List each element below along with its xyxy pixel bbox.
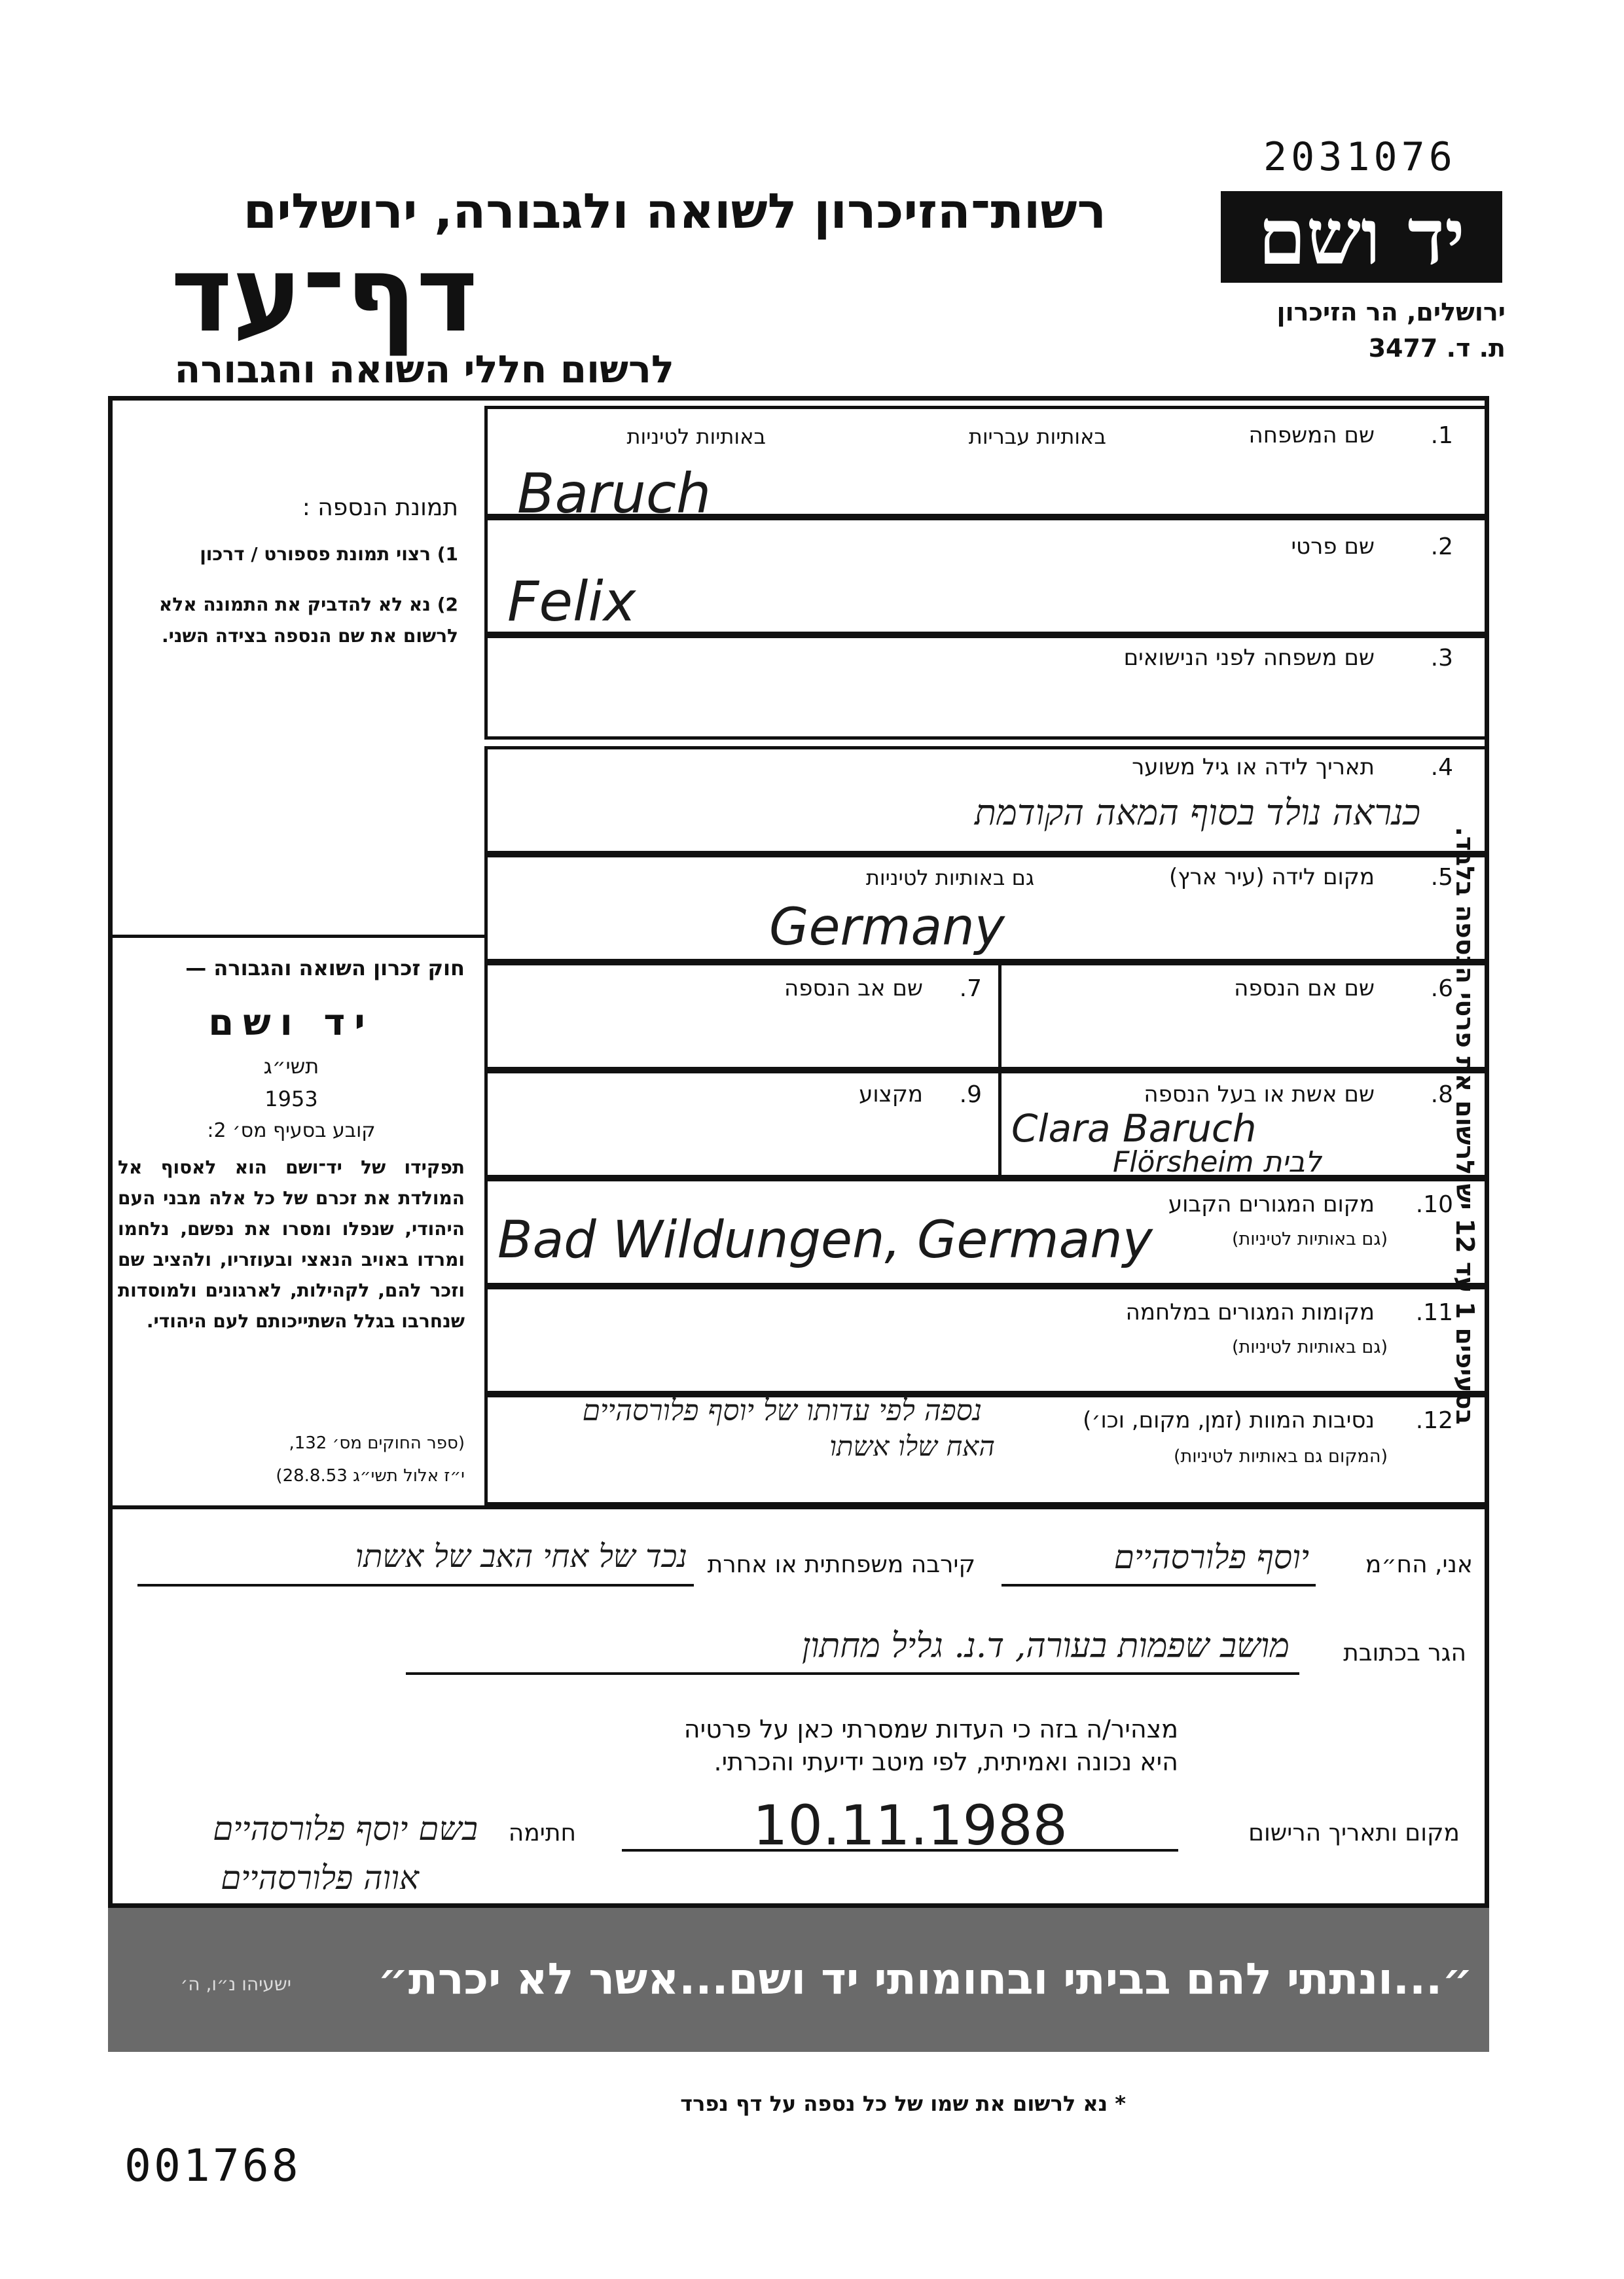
field-10-number: 10. [1415, 1191, 1453, 1218]
law-reference-1: (ספר החוקים מס׳ 132, [289, 1433, 465, 1453]
field-8-number: 8. [1430, 1081, 1453, 1108]
row-8-9-divider [998, 1070, 1001, 1178]
field-9-number: 9. [959, 1081, 982, 1108]
address-value: מושב שפמות בעורה, ד.נ. גליל מחתון [801, 1626, 1290, 1666]
row-6-7-divider [998, 962, 1001, 1070]
serial-number-bottom: 001768 [124, 2140, 301, 2192]
field-2-value: Felix [507, 569, 636, 634]
field-11-label: מקומות המגורים במלחמה [1125, 1299, 1375, 1325]
relation-label: קירבה משפחתית או אחרת [707, 1551, 975, 1578]
field-4-number: 4. [1430, 754, 1453, 781]
field-5-number: 5. [1430, 864, 1453, 891]
field-3-number: 3. [1430, 645, 1453, 672]
logo-address-line: ירושלים, הר הזיכרון [1276, 298, 1506, 327]
field-2-label: שם פרטי [1291, 533, 1375, 560]
field-1-label: שם המשפחה [1248, 422, 1375, 448]
field-2-number: 2. [1430, 533, 1453, 560]
footnote: * נא לרשום את שמו של כל נספה על דף נפרד [680, 2091, 1126, 2116]
field-1-number: 1. [1430, 422, 1453, 449]
registration-date-value: 10.11.1988 [753, 1793, 1068, 1857]
field-10-label: מקום המגורים הקבוע [1168, 1191, 1375, 1217]
field-8-value: Clara Baruch [1011, 1106, 1257, 1151]
address-label: הגר בכתובת [1343, 1640, 1466, 1666]
law-year: 1953 [264, 1086, 318, 1111]
field-11-latin-note: (גם באותיות לטיניות) [1231, 1337, 1388, 1357]
declarant-line [1001, 1584, 1316, 1587]
field-12-latin-note: (המקום גם באותיות לטיניות) [1173, 1446, 1388, 1467]
authority-heading: רשות־הזיכרון לשואה ולגבורה, ירושלים [243, 183, 1106, 240]
field-12-number: 12. [1415, 1407, 1453, 1434]
law-section: קובע בסעיף מס׳ 2: [207, 1119, 376, 1142]
photo-box-title: תמונת הנספה : [302, 494, 458, 521]
field-10-latin-note: (גם באותיות לטיניות) [1231, 1229, 1388, 1249]
field-1-hebrew-column: באותיות עבריות [968, 424, 1106, 449]
page-title: דף־עד [170, 233, 478, 355]
photo-note-2: 2) נא לא להדביק את התמונה אלא לרשום את שם הנספה בצידה השני. [158, 594, 458, 647]
law-year-hebrew: תשי״ג [263, 1054, 319, 1079]
field-4-label: תאריך לידה או גיל משוער [1132, 754, 1375, 780]
signature-value: בשם יוסף פלורסהיים [213, 1810, 478, 1848]
field-7-label: שם אב הנספה [784, 975, 923, 1001]
signature-value-2: אווה פלורסהיים [221, 1859, 419, 1897]
address-line [406, 1672, 1299, 1675]
field-3-label: שם משפחה לפני הנישואים [1123, 645, 1375, 671]
side-note: בסעיפים 1 עד 12 יש לרשום את פרטי הנספה בלבד. [1451, 827, 1479, 1425]
serial-number-top: 2031076 [1263, 134, 1456, 180]
field-8-label: שם אשת או בעל הנספה [1144, 1081, 1375, 1107]
field-7-number: 7. [959, 975, 982, 1002]
field-12-label: נסיבות המוות (זמן, מקום, וכו׳) [1083, 1407, 1375, 1433]
field-8-value-2: Flörsheim לבית [1113, 1145, 1322, 1179]
relation-value: נכד של אחי האב של אשתו [355, 1538, 687, 1575]
page-subtitle: לרשום חללי השואה והגבורה [174, 347, 674, 391]
law-reference-2: י״ז אלול תשי״ג 28.8.53) [276, 1466, 465, 1486]
declarant-value: יוסף פלורסהיים [1113, 1538, 1309, 1576]
photo-note-1: 1) רצוי תמונת פספורט / דרכון [200, 543, 458, 565]
field-5-label: מקום לידה (עיר ארץ) [1168, 864, 1375, 890]
field-10-value: Bad Wildungen, Germany [497, 1211, 1153, 1270]
field-11-number: 11. [1415, 1299, 1453, 1326]
banner-quote: ״...ונתתי להם בביתי ובחומותי יד ושם...אשר לא יכרת״ [377, 1954, 1473, 2004]
statement-line-2: היא נכונה ואמיתית, לפי מיטב ידיעתי והכרתי. [713, 1748, 1178, 1776]
field-4-value: כנראה נולד בסוף המאה הקודמת [974, 792, 1420, 833]
banner-source: ישעיהו נ״ו, ה׳ [180, 1973, 291, 1995]
field-6-label: שם אם הנספה [1234, 975, 1375, 1001]
place-date-label: מקום ותאריך הרישום [1248, 1820, 1460, 1846]
statement-line-1: מצהיר/ה בזה כי העדות שמסרתי כאן על פרטיה [683, 1715, 1178, 1744]
field-1-value: Baruch [517, 461, 712, 526]
logo-pobox-line: ת. ד. 3477 [1368, 334, 1506, 363]
law-name: יד ושם [208, 1001, 374, 1044]
field-12-value-2: האח שלו אשתו [829, 1430, 995, 1462]
law-body: תפקידו של יד־ושם הוא לאסוף אל המולדת את זכרם של כל אלה מבני העם היהודי, שנפלו ומסרו את נפשם, נלחמו ומרדו באויב הנאצי ובעוזריו, ולהציב שם וזכר להם, לקהילות, לארגונים ולמוסדות שנחרבו בגלל השתייכותם לעם היהודי. [118, 1157, 465, 1332]
field-6-number: 6. [1430, 975, 1453, 1002]
yad-vashem-logo: יד ושם [1221, 191, 1502, 283]
field-12-value: נספה לפי עדותו של יוסף פלורסהיים [582, 1394, 982, 1427]
field-9-label: מקצוע [859, 1081, 923, 1107]
declarant-label: אני, הח״מ [1365, 1551, 1473, 1578]
relation-line [137, 1584, 694, 1587]
law-title: חוק זכרון השואה והגבורה — [185, 956, 465, 980]
field-5-latin-note: גם באותיות לטיניות [865, 865, 1034, 890]
field-5-value: Germany [769, 898, 1005, 957]
signature-label: חתימה [508, 1820, 576, 1846]
declaration-divider [108, 1505, 1489, 1509]
field-1-latin-column: באותיות לטיניות [626, 424, 766, 449]
left-column-divider [108, 935, 484, 938]
